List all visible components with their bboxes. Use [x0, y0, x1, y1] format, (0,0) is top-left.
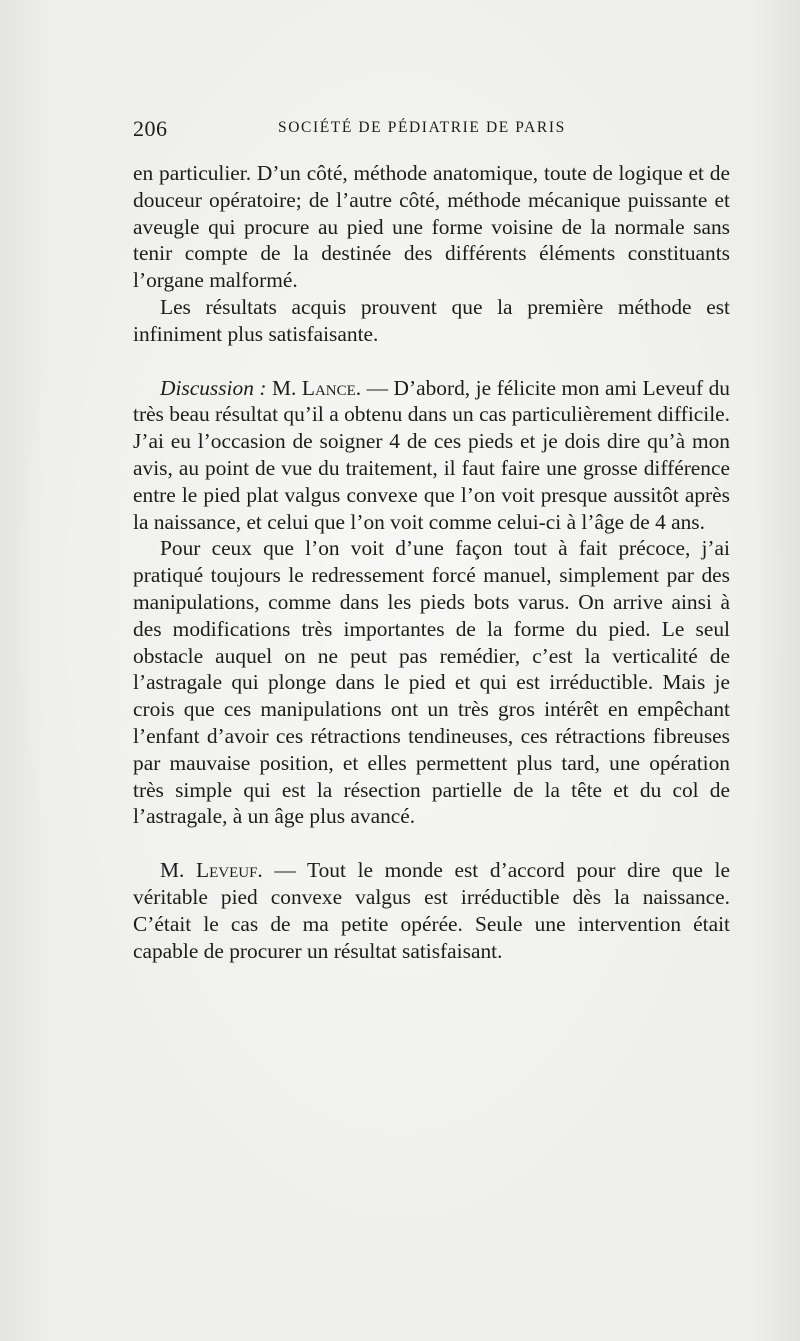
- speaker-name: Lance: [301, 375, 356, 400]
- section-gap: [133, 348, 730, 375]
- paragraph-discussion-lance: [133, 375, 730, 536]
- paragraph-leveuf-reply: [133, 857, 730, 964]
- paragraph-4: Pour ceux que l’on voit d’une façon tout à fait précoce, j’ai pratiqué toujours le redressement forcé manuel, simplement par des manipulations, comme dans les pieds bots varus. On arrive ainsi à des modifications très importantes de la forme du pied. Le seul obstacle auquel on ne peut pas remédier, c’est la verticalité de l’astragale qui plonge dans le pied et qui est irréductible. Mais je crois que ces manipulations ont un très gros intérêt en empêchant l’enfant d’avoir ces rétractions tendineuses, ces rétractions fibreuses par mauvaise position, et elles permettent plus tard, une opération très simple qui est la résection partielle de la tête et du col de l’astragale, à un âge plus avancé.: [133, 536, 730, 829]
- speaker-prefix: M.: [272, 375, 297, 400]
- paragraph-5-text: . — Tout le monde est d’accord pour dire que le véritable pied convexe valgus est irréductible dès la naissance. C’était le cas de ma petite opérée. Seule une intervention était capable de procurer un résultat satisfaisant.: [133, 858, 730, 963]
- journal-title: SOCIÉTÉ DE PÉDIATRIE DE PARIS: [278, 119, 566, 136]
- running-head: [133, 116, 729, 142]
- discussion-label: Discussion :: [160, 375, 267, 400]
- section-gap: [133, 830, 730, 857]
- speaker-prefix: M.: [160, 858, 185, 883]
- speaker-name: Leveuf: [196, 858, 258, 883]
- paragraph-3-text: . — D’abord, je félicite mon ami Leveuf du très beau résultat qu’il a obtenu dans un cas particulièrement difficile. J’ai eu l’occasion de soigner 4 de ces pieds et je dois dire qu’à mon avis, au point de vue du traitement, il faut faire une grosse différence entre le pied plat valgus convexe que l’on voit presque aussitôt après la naissance, et celui que l’on voit comme celui-ci à l’âge de 4 ans.: [133, 375, 730, 534]
- paragraph-2: Les résultats acquis prouvent que la première méthode est infiniment plus satisfaisante.: [133, 294, 730, 346]
- page-number: 206: [133, 116, 168, 141]
- body-text: [133, 160, 730, 964]
- paragraph-1: en particulier. D’un côté, méthode anatomique, toute de logique et de douceur opératoire; de l’autre côté, méthode mécanique puissante et aveugle qui procure au pied une forme voisine de la normale sans tenir compte de la destinée des différents éléments constituants l’organe malformé.: [133, 161, 730, 293]
